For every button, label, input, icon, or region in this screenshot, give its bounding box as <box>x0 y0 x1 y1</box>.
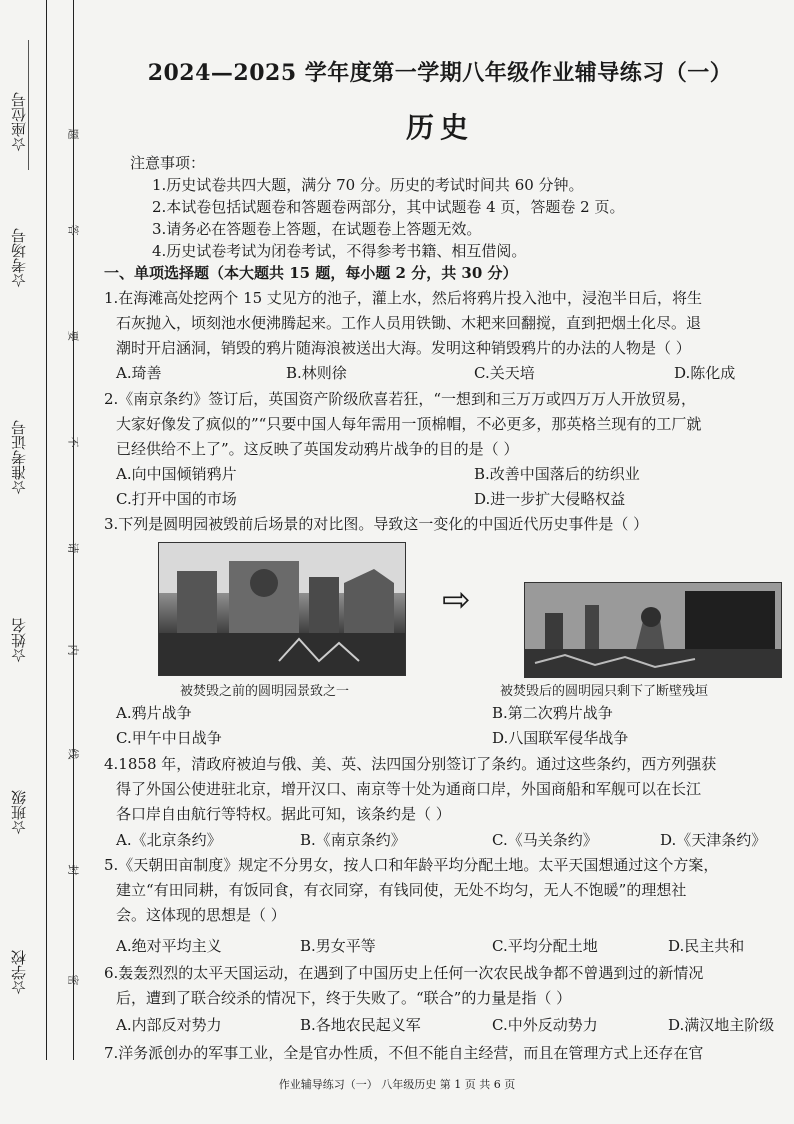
q6-option-a[interactable]: A.内部反对势力 <box>116 1016 222 1034</box>
seal-char-6: 内 <box>66 644 80 656</box>
q5-line-3: 会。这体现的思想是（ ） <box>116 906 286 924</box>
q3-option-b[interactable]: B.第二次鸦片战争 <box>492 704 613 722</box>
notice-heading: 注意事项： <box>130 154 206 172</box>
q1-option-d[interactable]: D.陈化成 <box>674 364 736 382</box>
q6-option-b[interactable]: B.各地农民起义军 <box>300 1016 421 1034</box>
q2-option-b[interactable]: B.改善中国落后的纺织业 <box>474 465 640 483</box>
q2-line-3: 已经供给不上了”。这反映了英国发动鸦片战争的目的是（ ） <box>116 440 519 458</box>
school-label: ☆学校 <box>10 950 28 995</box>
photo-before <box>158 542 406 676</box>
q6-line-1: 6.轰轰烈烈的太平天国运动，在遇到了中国历史上任何一次农民战争都不曾遇到过的新情况 <box>104 964 704 982</box>
q1-line-1: 1.在海滩高处挖两个 15 丈见方的池子，灌上水，然后将鸦片投入池中，浸泡半日后，将生 <box>104 289 702 307</box>
seat-label: ☆座位号 <box>10 92 28 152</box>
subject-title: 历史 <box>405 111 474 144</box>
q7-line-1: 7.洋务派创办的军事工业，全是官办性质，不但不能自主经营，而且在管理方式上还存在官 <box>104 1044 704 1062</box>
q1-option-b[interactable]: B.林则徐 <box>286 364 347 382</box>
seal-char-1: 题 <box>66 128 80 140</box>
notice-item-3: 3.请务必在答题卷上答题，在试题卷上答题无效。 <box>152 220 482 238</box>
q2-line-2: 大家好像发了疯似的”“只要中国人每年需用一顶棉帽，不必更多，那英格兰现有的工厂就 <box>116 415 702 433</box>
section-heading: 一、单项选择题（本大题共 15 题，每小题 2 分，共 30 分） <box>104 264 518 282</box>
page-footer: 作业辅导练习（一） 八年级历史 第 1 页 共 6 页 <box>278 1078 516 1091</box>
margin-line-left <box>46 0 47 1060</box>
q5-option-c[interactable]: C.平均分配土地 <box>492 937 598 955</box>
seal-char-5: 请 <box>66 542 80 554</box>
q5-option-b[interactable]: B.男女平等 <box>300 937 376 955</box>
q1-option-c[interactable]: C.关天培 <box>474 364 535 382</box>
q5-line-2: 建立“有田同耕，有饭同食，有衣同穿，有钱同使，无处不均匀，无人不饱暖”的理想社 <box>116 881 687 899</box>
q3-option-a[interactable]: A.鸦片战争 <box>116 704 192 722</box>
seal-char-3: 要 <box>66 330 80 342</box>
seal-char-7: 线 <box>66 748 80 760</box>
q4-line-2: 得了外国公使进驻北京，增开汉口、南京等十处为通商口岸，外国商船和军舰可以在长江 <box>116 780 702 798</box>
q4-line-1: 4.1858 年，清政府被迫与俄、美、英、法四国分别签订了条约。通过这些条约，西方列强获 <box>104 755 717 773</box>
seat-underline <box>28 40 29 170</box>
q4-line-3: 各口岸自由航行等特权。据此可知，该条约是（ ） <box>116 805 451 823</box>
class-label: ☆班级 <box>10 790 28 835</box>
name-label: ☆姓名 <box>10 618 28 663</box>
q3-option-d[interactable]: D.八国联军侵华战争 <box>492 729 629 747</box>
page-title: 2024—2025 学年度第一学期八年级作业辅导练习（一） <box>147 60 733 86</box>
q5-line-1: 5.《天朝田亩制度》规定不分男女，按人口和年龄平均分配土地。太平天国想通过这个方案， <box>104 856 719 874</box>
notice-item-2: 2.本试卷包括试题卷和答题卷两部分，其中试题卷 4 页，答题卷 2 页。 <box>152 198 625 216</box>
q1-line-3: 潮时开启涵洞，销毁的鸦片随海浪被送出大海。发明这种销毁鸦片的办法的人物是（ ） <box>116 339 691 357</box>
q2-option-d[interactable]: D.进一步扩大侵略权益 <box>474 490 626 508</box>
photo-after <box>524 582 782 678</box>
q2-option-c[interactable]: C.打开中国的市场 <box>116 490 237 508</box>
q1-line-2: 石灰抛入，顷刻池水便沸腾起来。工作人员用铁锄、木耙来回翻搅，直到把烟土化尽。退 <box>116 314 702 332</box>
caption-after: 被焚毁后的圆明园只剩下了断壁残垣 <box>500 684 709 699</box>
q4-option-d[interactable]: D.《天津条约》 <box>660 831 767 849</box>
q2-option-a[interactable]: A.向中国倾销鸦片 <box>116 465 237 483</box>
notice-item-1: 1.历史试卷共四大题，满分 70 分。历史的考试时间共 60 分钟。 <box>152 176 584 194</box>
q4-option-c[interactable]: C.《马关条约》 <box>492 831 598 849</box>
q4-option-b[interactable]: B.《南京条约》 <box>300 831 406 849</box>
q5-option-a[interactable]: A.绝对平均主义 <box>116 937 222 955</box>
seal-char-2: 答 <box>66 224 80 236</box>
q6-option-d[interactable]: D.满汉地主阶级 <box>668 1016 775 1034</box>
ticket-label: ☆准考证号 <box>10 420 28 495</box>
q6-option-c[interactable]: C.中外反动势力 <box>492 1016 598 1034</box>
notice-item-4: 4.历史试卷考试为闭卷考试，不得参考书籍、相互借阅。 <box>152 242 527 260</box>
q4-option-a[interactable]: A.《北京条约》 <box>116 831 222 849</box>
margin-line-right <box>73 0 74 1060</box>
q1-option-a[interactable]: A.琦善 <box>116 364 162 382</box>
q3-option-c[interactable]: C.甲午中日战争 <box>116 729 222 747</box>
q3-line: 3.下列是圆明园被毁前后场景的对比图。导致这一变化的中国近代历史事件是（ ） <box>104 515 649 533</box>
q2-line-1: 2.《南京条约》签订后，英国资产阶级欣喜若狂，“一想到和三万万或四万万人开放贸易， <box>104 390 696 408</box>
seal-char-8: 封 <box>66 864 80 876</box>
exam-room-label: ☆考场号 <box>10 228 28 288</box>
caption-before: 被焚毁之前的圆明园景致之一 <box>180 684 350 699</box>
q6-line-2: 后，遭到了联合绞杀的情况下，终于失败了。“联合”的力量是指（ ） <box>116 989 572 1007</box>
arrow-icon: ⇨ <box>442 580 471 620</box>
seal-char-9: 密 <box>66 974 80 986</box>
q5-option-d[interactable]: D.民主共和 <box>668 937 745 955</box>
seal-char-4: 不 <box>66 436 80 448</box>
